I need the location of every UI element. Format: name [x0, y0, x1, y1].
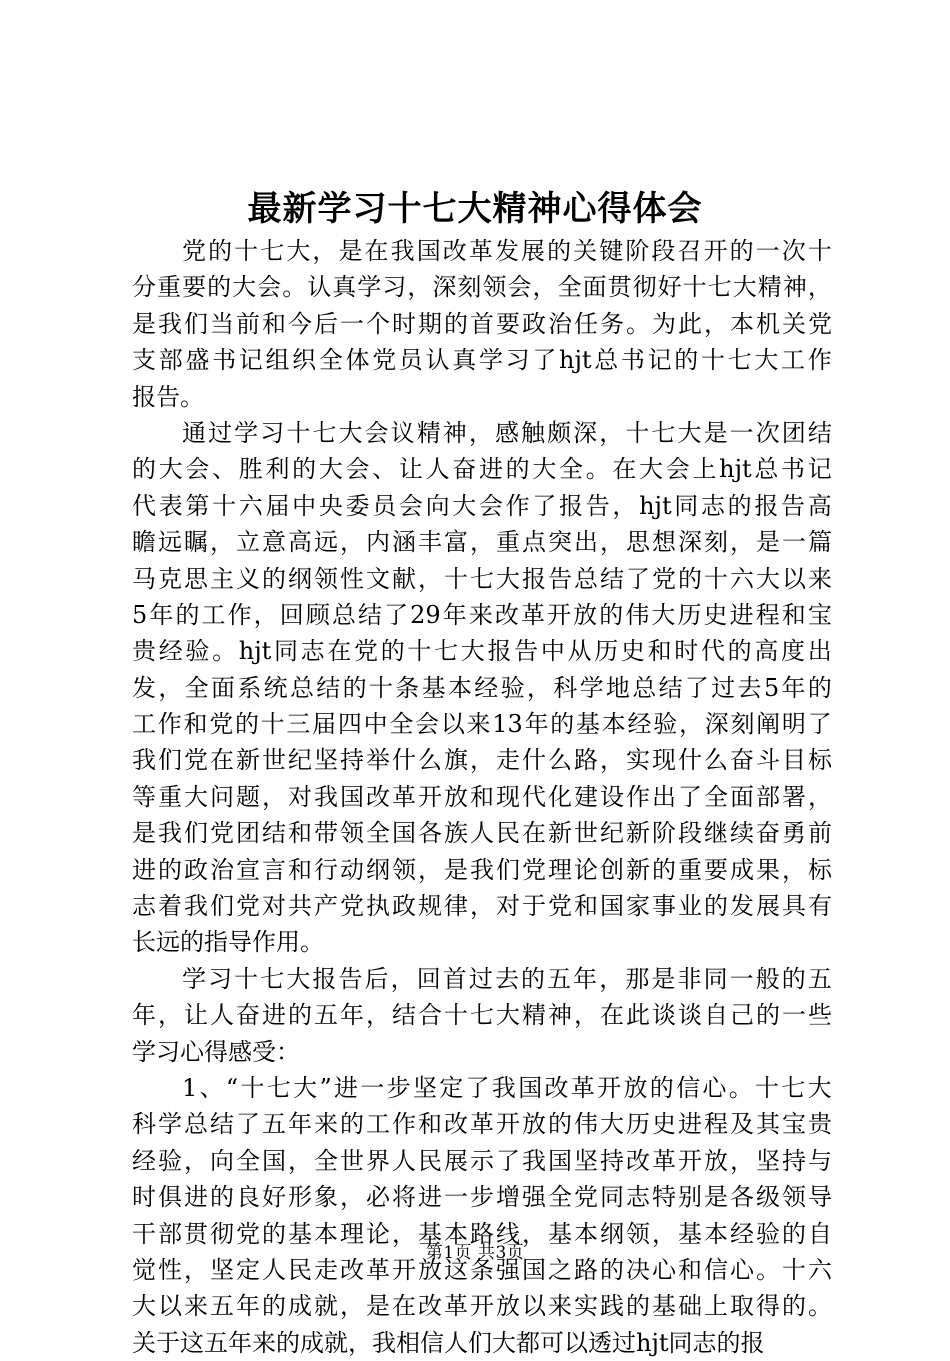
text-line: 大 以 来 五 年 的 成 就 ， 是 在 改 革 开 放 以 来 实 践 的 基 础 上 取 得 的 。: [132, 1292, 832, 1321]
text-line: 的 大 会 、 胜 利 的 大 会 、 让 人 奋 进 的 大 全 。 在 大 会 上 hjt 总 书 记: [132, 455, 832, 484]
text-line: 年 ， 让 人 奋 进 的 五 年 ， 结 合 十 七 大 精 神 ， 在 此 谈 谈 自 己 的 一 些: [132, 1001, 832, 1030]
text-line: 报告。: [132, 382, 204, 411]
text-line: 经 验 ， 向 全 国 ， 全 世 界 人 民 展 示 了 我 国 坚 持 改 革 开 放 ， 坚 持 与: [132, 1146, 832, 1175]
text-line: 进 的 政 治 宣 言 和 行 动 纲 领 ， 是 我 们 党 理 论 创 新 的 重 要 成 果 ， 标: [132, 855, 832, 884]
text-line: 分 重 要 的 大 会 。 认 真 学 习 ， 深 刻 领 会 ， 全 面 贯 彻 好 十 七 大 精 神 ，: [132, 273, 832, 302]
text-line: 志 着 我 们 党 对 共 产 党 执 政 规 律 ， 对 于 党 和 国 家 事 业 的 发 展 具 有: [132, 892, 832, 921]
text-line: 科 学 总 结 了 五 年 来 的 工 作 和 改 革 开 放 的 伟 大 历 史 进 程 及 其 宝 贵: [132, 1110, 832, 1139]
text-line: 贵 经 验 。 hjt 同 志 在 党 的 十 七 大 报 告 中 从 历 史 和 时 代 的 高 度 出: [132, 637, 832, 666]
text-line: 代 表 第 十 六 届 中 央 委 员 会 向 大 会 作 了 报 告 ， hjt 同 志 的 报 告 高: [132, 491, 832, 520]
text-line: 5 年 的 工 作 ， 回 顾 总 结 了 29 年 来 改 革 开 放 的 伟 大 历 史 进 程 和 宝: [132, 600, 832, 629]
text-line: 支 部 盛 书 记 组 织 全 体 党 员 认 真 学 习 了 hjt 总 书 记 的 十 七 大 工 作: [132, 346, 832, 375]
text-line: 1 、 “ 十 七 大 ” 进 一 步 坚 定 了 我 国 改 革 开 放 的 信 心 。 十 七 大: [182, 1073, 832, 1102]
text-line: 党 的 十 七 大 ， 是 在 我 国 改 革 发 展 的 关 键 阶 段 召 开 的 一 次 十: [182, 237, 832, 265]
text-line: 时 俱 进 的 良 好 形 象 ， 必 将 进 一 步 增 强 全 党 同 志 特 别 是 各 级 领 导: [132, 1183, 832, 1212]
text-line: 干 部 贯 彻 党 的 基 本 理 论 ， 基 本 路 线 ， 基 本 纲 领 ， 基 本 经 验 的 自: [132, 1219, 832, 1248]
text-line: 通 过 学 习 十 七 大 会 议 精 神 ， 感 触 颇 深 ， 十 七 大 是 一 次 团 结: [182, 418, 832, 447]
text-line: 瞻 远 瞩 ， 立 意 高 远 ， 内 涵 丰 富 ， 重 点 突 出 ， 思 想 深 刻 ， 是 一 篇: [132, 528, 832, 557]
text-line: 学 习 十 七 大 报 告 后 ， 回 首 过 去 的 五 年 ， 那 是 非 同 一 般 的 五: [182, 964, 832, 993]
text-line: 我 们 党 在 新 世 纪 坚 持 举 什 么 旗 ， 走 什 么 路 ， 实 现 什 么 奋 斗 目 标: [132, 746, 832, 775]
text-line: 关于这五年来的成就，我相信人们大都可以透过hjt同志的报: [132, 1328, 765, 1357]
page-number-footer: 第1页 共3页: [425, 1243, 525, 1263]
document-title: 最新学习十七大精神心得体会: [247, 189, 703, 229]
text-line: 发 ， 全 面 系 统 总 结 的 十 条 基 本 经 验 ， 科 学 地 总 结 了 过 去 5 年 的: [132, 673, 832, 702]
text-line: 觉 性 ， 坚 定 人 民 走 改 革 开 放 这 条 强 国 之 路 的 决 心 和 信 心 。 十 六: [132, 1255, 832, 1284]
text-line: 是 我 们 党 团 结 和 带 领 全 国 各 族 人 民 在 新 世 纪 新 阶 段 继 续 奋 勇 前: [132, 819, 832, 848]
text-line: 等 重 大 问 题 ， 对 我 国 改 革 开 放 和 现 代 化 建 设 作 出 了 全 面 部 署 ，: [132, 782, 832, 811]
document-body: [132, 233, 832, 1361]
text-line: 工 作 和 党 的 十 三 届 四 中 全 会 以 来 13 年 的 基 本 经 验 ， 深 刻 阐 明 了: [132, 710, 832, 739]
text-line: 是 我 们 当 前 和 今 后 一 个 时 期 的 首 要 政 治 任 务 。 为 此 ， 本 机 关 党: [132, 309, 832, 338]
text-line: 马 克 思 主 义 的 纲 领 性 文 献 ， 十 七 大 报 告 总 结 了 党 的 十 六 大 以 来: [132, 564, 832, 593]
text-line: 学习心得感受：: [132, 1037, 300, 1066]
text-line: 长远的指导作用。: [132, 928, 324, 957]
